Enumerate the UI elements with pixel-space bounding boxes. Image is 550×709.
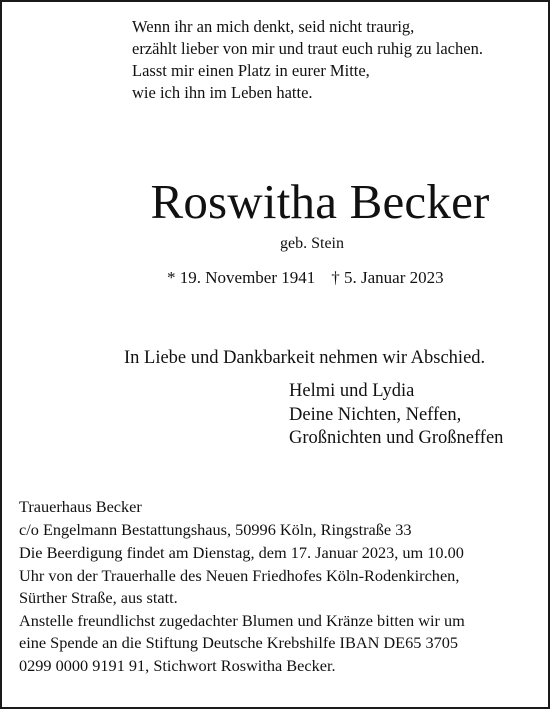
mourner-line: Helmi und Lydia [289,381,415,401]
memorial-poem [132,16,483,104]
farewell-line: In Liebe und Dankbarkeit nehmen wir Abschied. [124,348,486,368]
contact-line: Trauerhaus Becker [19,497,142,516]
mourners-list [289,380,503,451]
poem-line: wie ich ihn im Leben hatte. [132,83,313,102]
contact-line: c/o Engelmann Bestattungshaus, 50996 Köln, Ringstraße 33 [19,519,412,539]
mourner-line: Deine Nichten, Neffen, [289,404,462,425]
poem-line: erzählt lieber von mir und traut euch ruhig zu lachen. [132,39,483,58]
donation-line: eine Spende an die Stiftung Deutsche Krebshilfe IBAN DE65 3705 [19,633,459,652]
birth-date: * 19. November 1941 [167,268,316,287]
mourner-line: Großnichten und Großneffen [289,428,504,448]
funeral-line: Uhr von der Trauerhalle des Neuen Friedhofes Köln-Rodenkirchen, [19,565,460,585]
life-dates [167,267,444,289]
funeral-line: Die Beerdigung findet am Dienstag, dem 17. Januar 2023, um 10.00 [19,543,464,562]
donation-line: Anstelle freundlichst zugedachter Blumen und Kränze bitten wir um [19,610,465,630]
funeral-line: Sürther Straße, aus statt. [19,588,178,607]
death-date: † 5. Januar 2023 [331,268,444,287]
birth-name: geb. Stein [280,235,344,252]
poem-line: Lasst mir einen Platz in eurer Mitte, [132,61,370,80]
poem-line: Wenn ihr an mich denkt, seid nicht traurig, [132,17,415,36]
donation-line: 0299 0000 9191 91, Stichwort Roswitha Becker. [19,655,336,675]
notes-block [19,496,465,677]
deceased-name: Roswitha Becker [150,174,490,229]
